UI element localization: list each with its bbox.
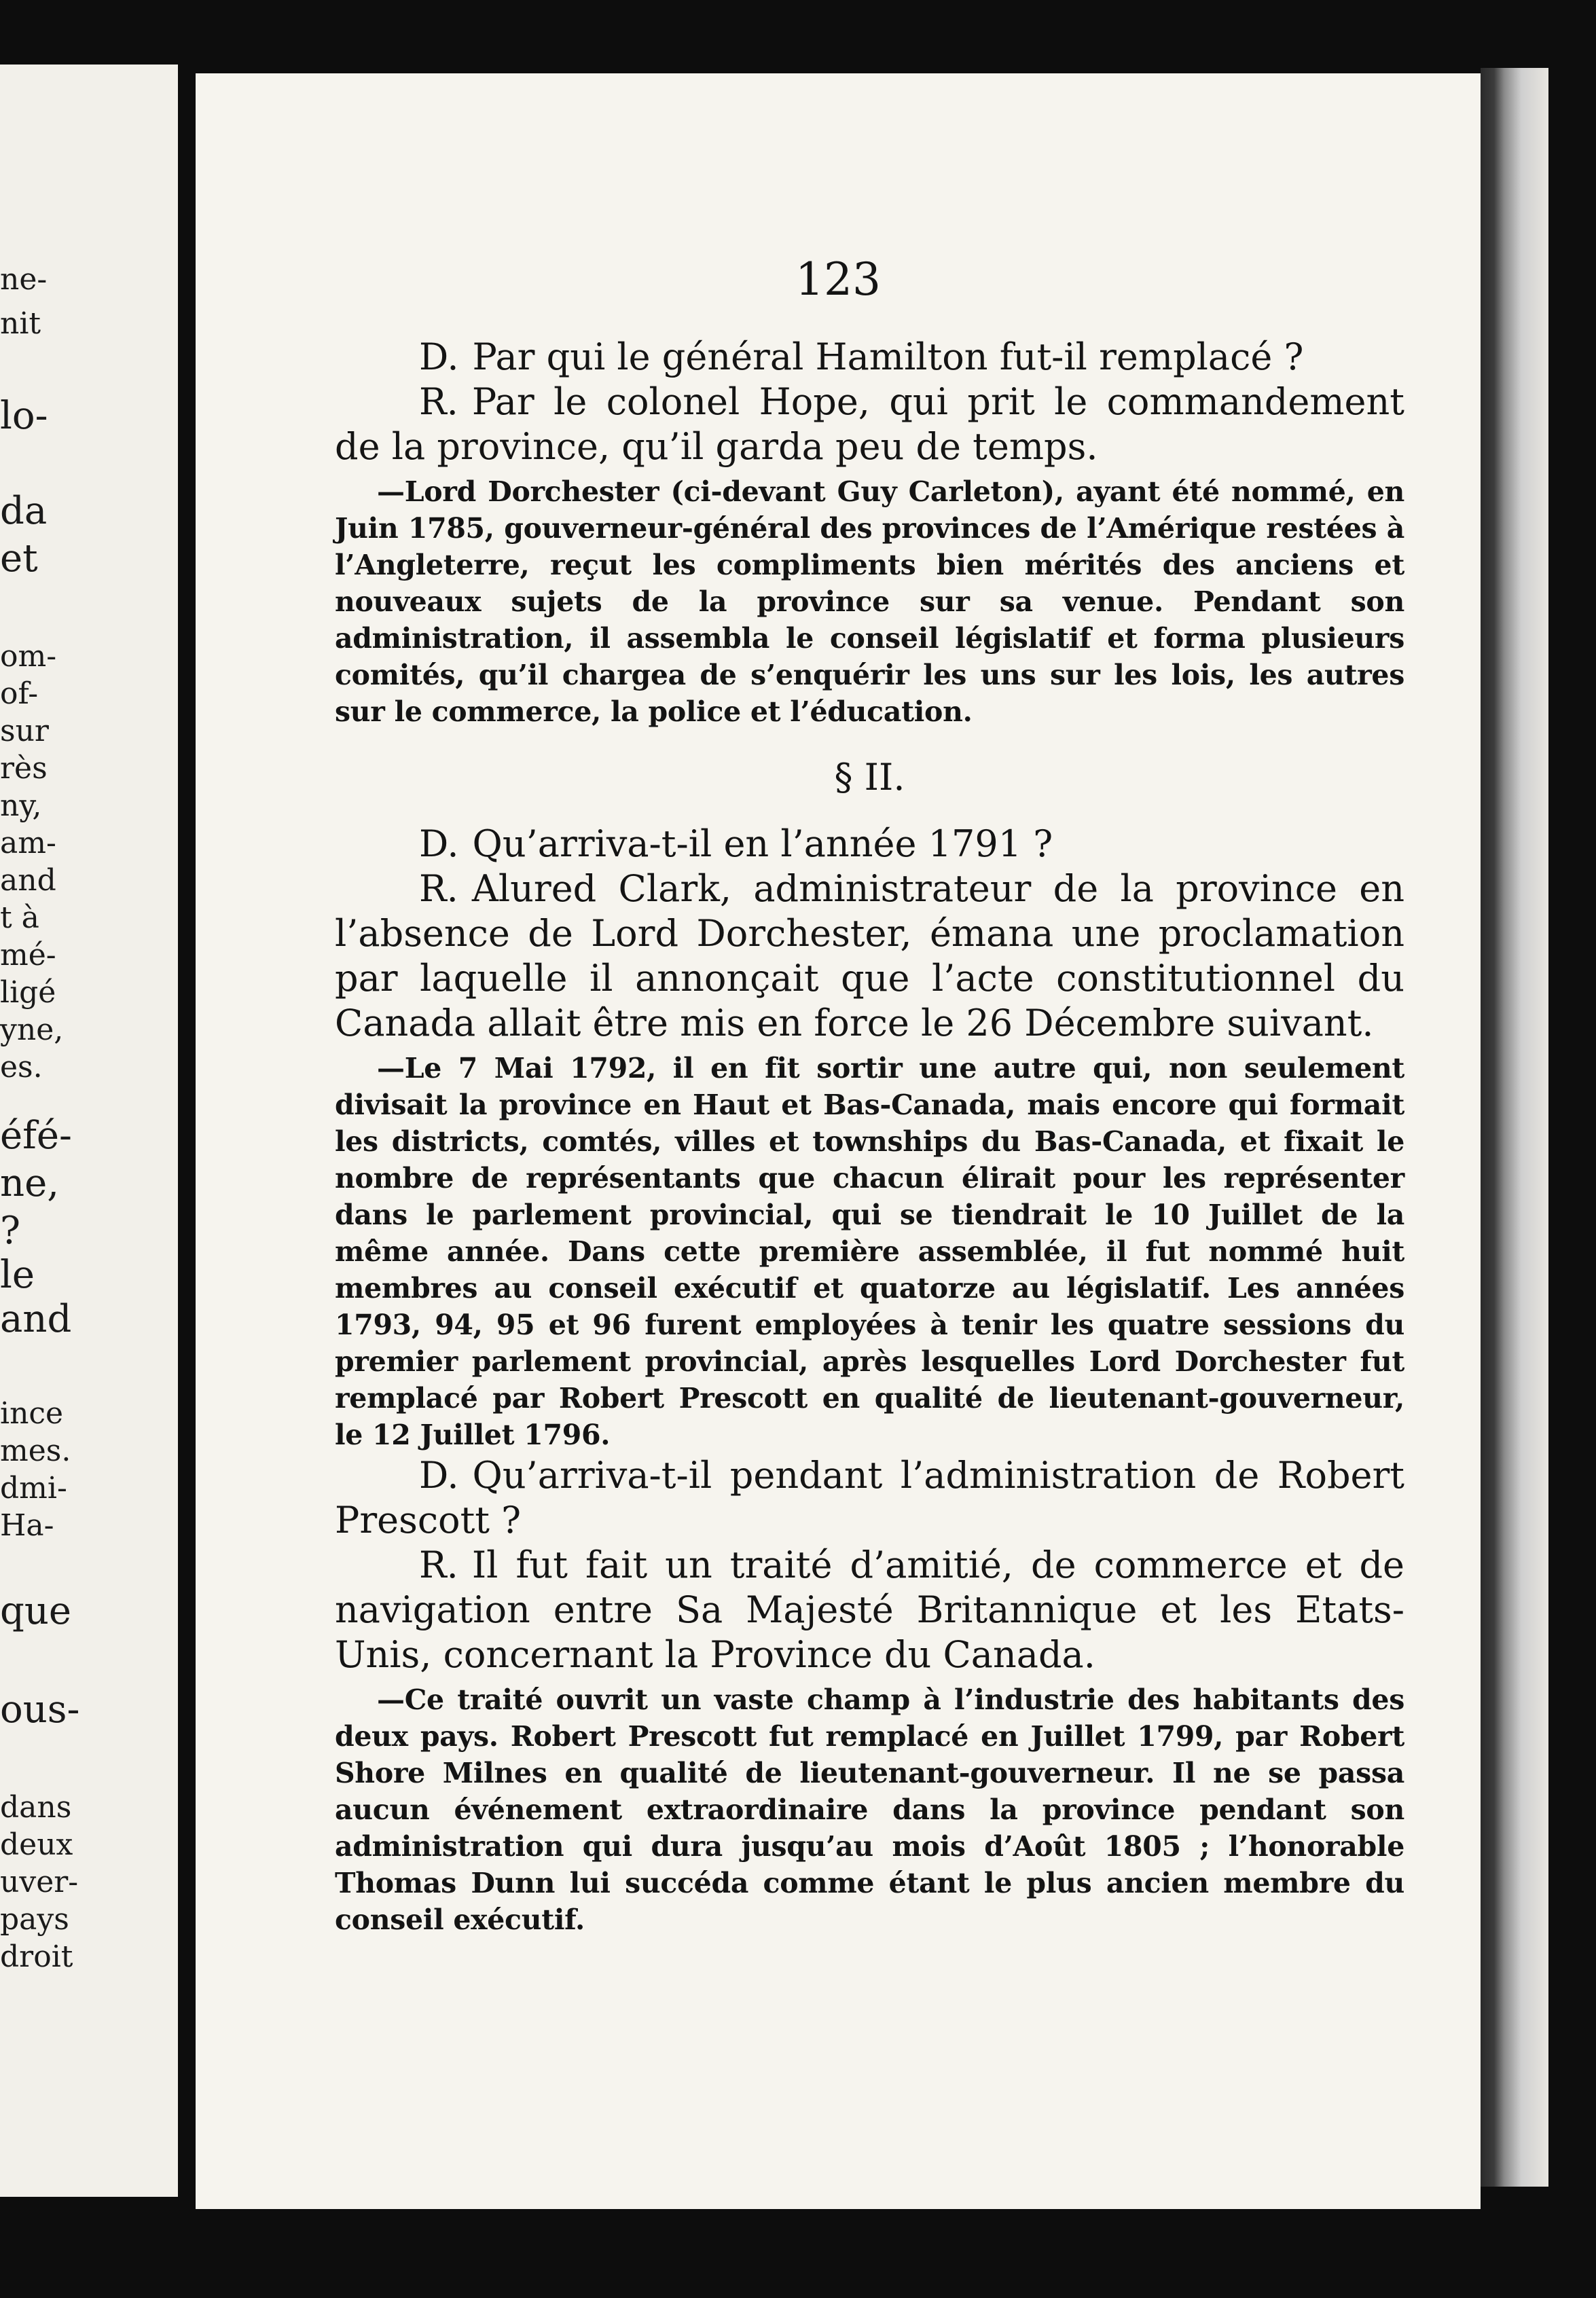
qa-text: Il fut fait un traité d’amitié, de commerce et de navigation entre Sa Majesté Britannique et les Etats-Unis, concernant la Province du Canada.	[335, 1544, 1404, 1676]
facing-page-fragment: le	[0, 1253, 35, 1297]
question	[335, 1453, 1404, 1543]
facing-page-fragment: om-	[0, 639, 57, 674]
qa-text: Qu’arriva-t-il en l’année 1791 ?	[472, 822, 1053, 865]
qa-label: R.	[419, 1544, 458, 1586]
commentary-paragraph: —Lord Dorchester (ci-devant Guy Carleton), ayant été nommé, en Juin 1785, gouverneur-général des provinces de l’Amérique restées à l’Angleterre, reçut les compliments bien mérités des anciens et nouveaux sujets de la province sur sa venue. Pendant son administration, il assembla le conseil législatif et forma plusieurs comités, qu’il chargea de s’enquérir les uns sur les lois, les autres sur le commerce, la police et l’éducation.	[335, 475, 1404, 728]
qa-label: D.	[419, 1454, 459, 1497]
facing-page-fragment: and	[0, 1297, 72, 1341]
facing-page-fragment: éfé-	[0, 1114, 72, 1158]
qa-label: R.	[419, 380, 458, 423]
facing-page-fragment: of-	[0, 676, 39, 711]
qa-text: Qu’arriva-t-il pendant l’administration de Robert Prescott ?	[335, 1454, 1404, 1542]
facing-page-fragment: lo-	[0, 394, 48, 438]
facing-page-fragment: deux	[0, 1827, 73, 1862]
qa-label: D.	[419, 335, 459, 378]
answer	[335, 867, 1404, 1046]
facing-page-fragment: dmi-	[0, 1471, 67, 1506]
facing-page-fragment: ?	[0, 1209, 21, 1253]
facing-page-fragment: ligé	[0, 975, 56, 1010]
facing-page-fragment: droit	[0, 1939, 73, 1974]
facing-page-fragment: uver-	[0, 1865, 79, 1899]
facing-page-fragment: ous-	[0, 1688, 80, 1732]
qa-label: R.	[419, 867, 458, 910]
facing-page-fragment: et	[0, 536, 38, 581]
facing-page-fragment: Ha-	[0, 1508, 54, 1543]
question	[335, 335, 1404, 380]
answer	[335, 1543, 1404, 1677]
facing-page-fragment: and	[0, 863, 56, 898]
facing-page-fragment: pays	[0, 1902, 69, 1937]
question	[335, 822, 1404, 867]
facing-page-fragment: nit	[0, 306, 41, 341]
facing-page	[0, 65, 178, 2197]
page-number: 123	[795, 253, 881, 306]
facing-page-fragment: es.	[0, 1050, 43, 1084]
facing-page-fragment: t à	[0, 900, 39, 935]
facing-page-fragment: am-	[0, 826, 56, 860]
page-edge	[1481, 68, 1548, 2187]
facing-page-fragment: mé-	[0, 938, 56, 972]
facing-page-fragment: mes.	[0, 1434, 71, 1468]
qa-text: Par qui le général Hamilton fut-il remplacé ?	[472, 335, 1304, 378]
page-content	[335, 335, 1404, 1938]
section-heading: § II.	[834, 756, 905, 799]
facing-page-fragment: dans	[0, 1790, 72, 1825]
facing-page-fragment: da	[0, 489, 48, 533]
answer	[335, 380, 1404, 469]
facing-page-fragment: ny,	[0, 788, 42, 823]
facing-page-fragment: ne-	[0, 262, 48, 297]
facing-page-fragment: ince	[0, 1396, 64, 1431]
facing-page-fragment: sur	[0, 714, 49, 748]
facing-page-fragment: que	[0, 1589, 72, 1633]
facing-page-fragment: rès	[0, 751, 48, 786]
qa-text: Alured Clark, administrateur de la province en l’absence de Lord Dorchester, émana une proclamation par laquelle il annonçait que l’acte constitutionnel du Canada allait être mis en force le 26 Décembre suivant.	[335, 867, 1404, 1044]
commentary-paragraph: —Le 7 Mai 1792, il en fit sortir une autre qui, non seulement divisait la province en Haut et Bas-Canada, mais encore qui formait les districts, comtés, villes et townships du Bas-Canada, et fixait le nombre de représentants que chacun élirait pour les représenter dans le parlement provincial, qui se tiendrait le 10 Juillet de la même année. Dans cette première assemblée, il fut nommé huit membres au conseil exécutif et quatorze au législatif. Les années 1793, 94, 95 et 96 furent employées à tenir les quatre sessions du premier parlement provincial, après lesquelles Lord Dorchester fut remplacé par Robert Prescott en qualité de lieutenant-gouverneur, le 12 Juillet 1796.	[335, 1052, 1404, 1451]
book-page	[196, 73, 1481, 2209]
commentary-paragraph: —Ce traité ouvrit un vaste champ à l’industrie des habitants des deux pays. Robert Prescott fut remplacé en Juillet 1799, par Robert Shore Milnes en qualité de lieutenant-gouverneur. Il ne se passa aucun événement extraordinaire dans la province pendant son administration qui dura jusqu’au mois d’Août 1805 ; l’honorable Thomas Dunn lui succéda comme étant le plus ancien membre du conseil exécutif.	[335, 1683, 1404, 1936]
facing-page-fragment: ne,	[0, 1161, 60, 1205]
qa-text: Par le colonel Hope, qui prit le commandement de la province, qu’il garda peu de temps.	[335, 380, 1404, 468]
facing-page-fragment: yne,	[0, 1013, 64, 1047]
qa-label: D.	[419, 822, 459, 865]
